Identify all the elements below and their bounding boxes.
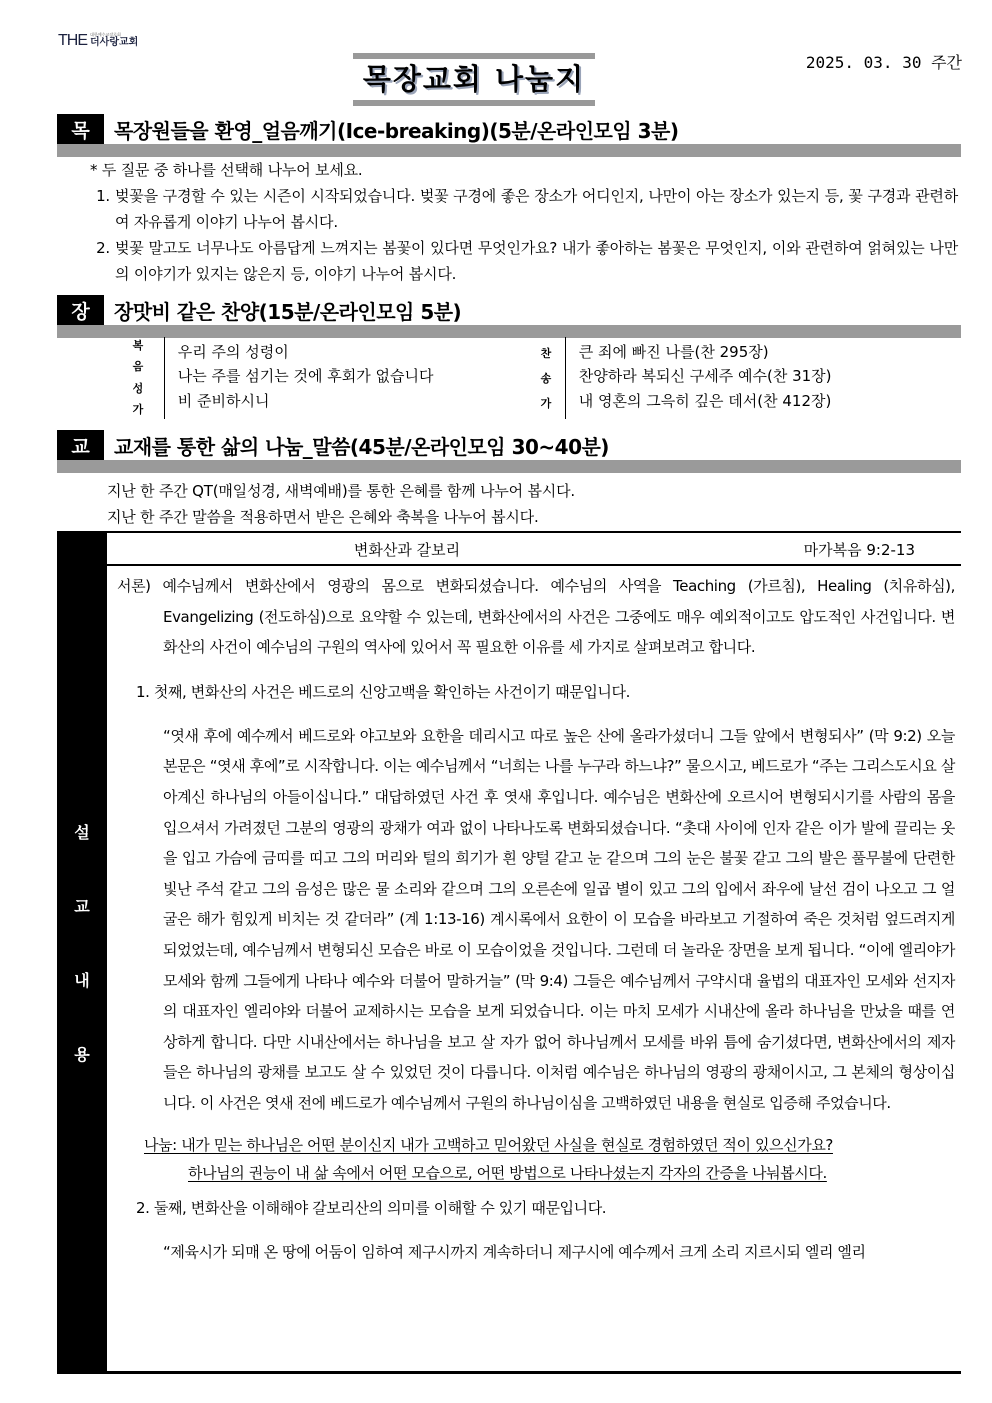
question-number: 2. bbox=[96, 239, 110, 257]
section-badge: 장 bbox=[57, 295, 104, 325]
song-list bbox=[130, 337, 920, 419]
question-text: 벚꽃을 구경할 수 있는 시즌이 시작되었습니다. 벚꽃 구경에 좋은 장소가 어디인지, 나만이 아는 장소가 있는지 등, 꽃 구경과 관련하여 자유롭게 이야기 나누어 봅시다. bbox=[115, 187, 958, 231]
scripture-reference: 마가복음 9:2-13 bbox=[803, 541, 915, 559]
section-icebreaking-header bbox=[57, 114, 961, 157]
song-item: 나는 주를 섬기는 것에 후회가 없습니다 bbox=[177, 367, 434, 386]
intro-line: 지난 한 주간 QT(매일성경, 새벽예배)를 통한 은혜를 함께 나누어 봅시다. bbox=[107, 482, 575, 500]
title-block bbox=[353, 53, 595, 106]
sermon-sidebar bbox=[57, 533, 107, 1371]
section-title: 장맛비 같은 찬양(15분/온라인모임 5분) bbox=[114, 299, 462, 324]
section-badge: 교 bbox=[57, 430, 104, 460]
intro-line: 지난 한 주간 말씀을 적용하면서 받은 은혜와 축복을 나누어 봅시다. bbox=[107, 508, 539, 526]
sermon-point-2-body: “제육시가 되매 온 땅에 어둠이 임하여 제구시까지 계속하더니 제구시에 예수께서 크게 소리 지르시되 엘리 엘리 bbox=[163, 1242, 866, 1261]
sermon-point-1-body: “엿새 후에 예수께서 베드로와 야고보와 요한을 데리시고 따로 높은 산에 올라가셨더니 그들 앞에서 변형되사” (막 9:2) 오늘 본문은 “엿새 후에”로 시작합니다. 이는 예수님께서 “너희는 나를 누구라 하느냐?” 물으시고, 베드로가 “주는 그리스도시요 살아계신 하나님의 아들이십니다.” 대답하였던 사건 후 엿새 후입니다. 예수님은 변화산에 오르시어 변형되시기를 사람의 몸을 입으셔서 가려졌던 그분의 영광의 광채가 여과 없이 나타나도록 변화되셨습니다. “촛대 사이에 인자 같은 이가 발에 끌리는 옷을 입고 가슴에 금띠를 띠고 그의 머리와 털의 희기가 흰 양털 같고 눈 같으며 그의 눈은 불꽃 같고 그의 발은 풀무불에 단련한 빛난 주석 같고 그의 음성은 많은 물 소리와 같으며 그의 오른손에 일곱 별이 있고 그의 입에서 좌우에 날선 검이 나오고 그 얼굴은 해가 힘있게 비치는 것 같더라” (계 1:13-16) 계시록에서 요한이 이 모습을 바라보고 기절하여 죽은 것처럼 엎드려지게 되었었는데, 예수님께서 변형되신 모습은 바로 이 모습이었을 것입니다. 그런데 더 놀라운 장면을 보게 됩니다. “이에 엘리야가 모세와 함께 그들에게 나타나 예수와 더불어 말하거늘” (막 9:4) 그들은 예수님께서 구약시대 율법의 대표자인 모세와 선지자의 대표자인 엘리야와 더불어 교제하시는 모습을 보게 되었습니다. 이는 마치 모세가 시내산에 올라 하나님을 만났을 때를 연상하게 합니다. 다만 시내산에서는 하나님을 보고 살 자가 없어 하나님께서 모세를 바위 틈에 숨기셨다면, 변화산에서의 제자들은 하나님의 광채를 보고도 살 수 있었던 것이 다릅니다. 이처럼 예수님은 하나님의 영광의 광채이시고, 그 본체의 형상이십니다. 이 사건은 엿새 전에 베드로가 예수님께서 구원의 하나님이심을 고백하였던 내용을 현실로 입증해 주었습니다. bbox=[163, 726, 955, 1112]
title-bottom-bar bbox=[353, 100, 595, 106]
word-intro bbox=[107, 478, 575, 530]
sermon-box bbox=[57, 531, 961, 1374]
question-text: 벚꽃 말고도 너무나도 아름답게 느껴지는 봄꽃이 있다면 무엇인가요? 내가 좋아하는 봄꽃은 무엇인지, 이와 관련하여 얽혀있는 나만의 이야기가 있지는 않은지 등, 이야기 나누어 봅시다. bbox=[115, 239, 958, 283]
section-badge: 목 bbox=[57, 114, 104, 144]
logo-mark: THE bbox=[58, 32, 87, 49]
section-title: 목장원들을 환영_얼음깨기(Ice-breaking)(5분/온라인모임 3분) bbox=[114, 118, 679, 143]
question-item bbox=[88, 235, 958, 287]
question-item bbox=[88, 183, 958, 235]
section-praise-header bbox=[57, 295, 961, 338]
sharing-line: 나눔: 내가 믿는 하나님은 어떤 분이신지 내가 고백하고 믿어왔던 사실을 현실로 경험하였던 적이 있으신가요? bbox=[144, 1135, 833, 1154]
logo-name: 더사랑교회 bbox=[90, 37, 139, 48]
hymn-label: 찬 송 가 bbox=[540, 347, 552, 410]
sermon-body bbox=[107, 568, 961, 1267]
section-word-header bbox=[57, 430, 961, 473]
section-title: 교재를 통한 삶의 나눔_말씀(45분/온라인모임 30~40분) bbox=[114, 434, 609, 459]
sermon-point-2: 2. 둘째, 변화산을 이해해야 갈보리산의 의미를 이해할 수 있기 때문입니다. bbox=[136, 1198, 607, 1217]
song-item: 우리 주의 성령이 bbox=[177, 342, 289, 361]
gospel-songs bbox=[164, 337, 519, 419]
hymns bbox=[565, 337, 920, 419]
sermon-side-label: 설 교 내 용 bbox=[74, 823, 90, 1064]
church-logo bbox=[58, 33, 138, 48]
page-title: 목장교회 나눔지 bbox=[362, 62, 586, 96]
sermon-header bbox=[107, 533, 961, 566]
icebreaking-questions bbox=[88, 157, 958, 287]
sharing-line: 하나님의 권능이 내 삶 속에서 어떤 모습으로, 어떤 방법으로 나타나셨는지 각자의 간증을 나눠봅시다. bbox=[188, 1163, 827, 1182]
sharing-question bbox=[107, 1131, 961, 1187]
sermon-point-1: 1. 첫째, 변화산의 사건은 베드로의 신앙고백을 확인하는 사건이기 때문입니다. bbox=[136, 682, 630, 701]
section-divider bbox=[57, 460, 961, 473]
sermon-title: 변화산과 갈보리 bbox=[353, 541, 461, 559]
logo-subtitle: 대한예수교장로회 bbox=[90, 32, 121, 37]
hymn-item: 큰 죄에 빠진 나를(찬 295장) bbox=[578, 342, 769, 361]
hymn-item: 내 영혼의 그윽히 깊은 데서(찬 412장) bbox=[578, 392, 832, 411]
question-number: 1. bbox=[96, 187, 110, 205]
sermon-introduction: 서론) 예수님께서 변화산에서 영광의 몸으로 변화되셨습니다. 예수님의 사역을 Teaching (가르침), Healing (치유하심), Evangelizing (전도하심)으로 요약할 수 있는데, 변화산에서의 사건은 그중에도 매우 예외적이고도 압도적인 사건입니다. 변화산의 사건이 예수님의 구원의 역사에 있어서 꼭 필요한 이유를 세 가지로 살펴보려고 합니다. bbox=[117, 577, 955, 657]
gospel-song-label: 복 음 성 가 bbox=[132, 339, 144, 416]
question-note: * 두 질문 중 하나를 선택해 나누어 보세요. bbox=[90, 161, 363, 179]
section-divider bbox=[57, 144, 961, 157]
song-item: 비 준비하시니 bbox=[177, 392, 270, 411]
hymn-item: 찬양하라 복되신 구세주 예수(찬 31장) bbox=[578, 367, 832, 386]
week-date: 2025. 03. 30 주간 bbox=[805, 53, 962, 72]
